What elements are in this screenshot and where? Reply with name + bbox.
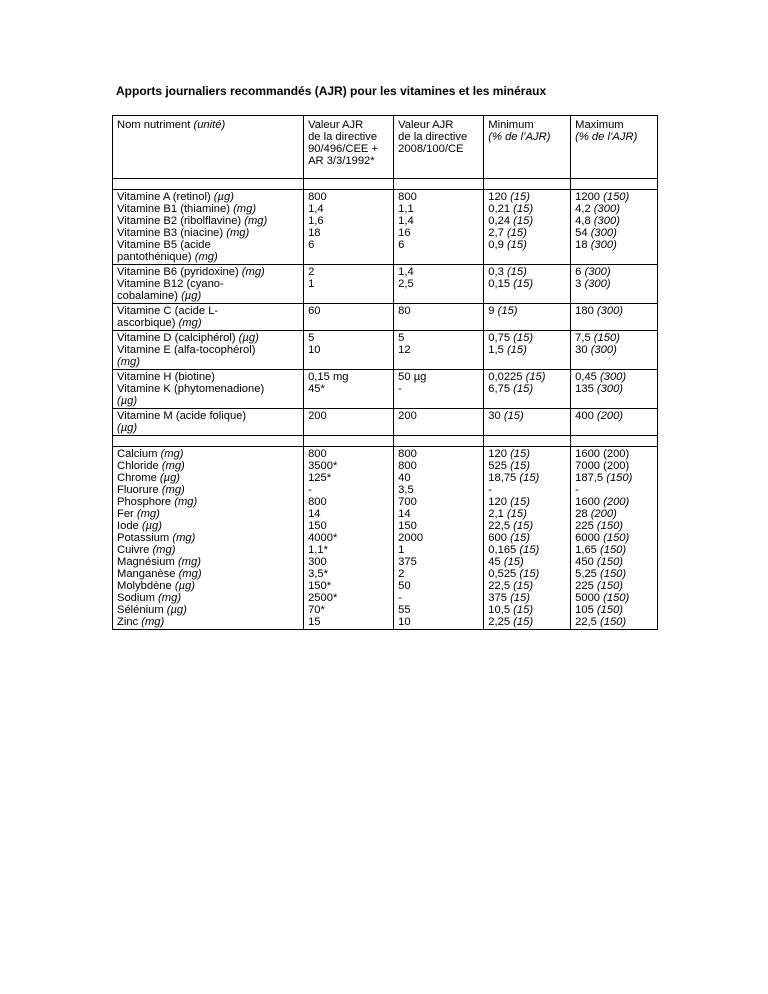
mineral-values-ajr-b (394, 447, 484, 630)
ajr-value: 40 (398, 472, 411, 484)
minimum-value: 2,1 (15) (488, 508, 527, 520)
minimum-value: 22,5 (15) (488, 580, 534, 592)
vitamin-names-h-k (113, 370, 304, 409)
ajr-value: 12 (398, 344, 411, 356)
ajr-value: 150* (308, 580, 332, 592)
maximum-value: 187,5 (150) (575, 472, 633, 484)
vitamin-values-max (571, 370, 658, 409)
ajr-value: 5 (398, 332, 405, 344)
document-title: Apports journaliers recommandés (AJR) pour les vitamines et les minéraux (116, 84, 547, 98)
ajr-value: 1,1* (308, 544, 328, 556)
minimum-value: 120 (15) (488, 448, 530, 460)
ajr-value: 6 (398, 239, 405, 251)
vitamin-values-ajr-a: 200 (304, 409, 394, 436)
nutrient-name: Vitamine A (retinol) (µg) (117, 191, 234, 203)
minimum-value: 0,9 (15) (488, 239, 527, 251)
nutrient-name: Calcium (mg) (117, 448, 184, 460)
maximum-value: 3 (300) (575, 278, 611, 290)
minimum-value: 0,75 (15) (488, 332, 534, 344)
minimum-value: 18,75 (15) (488, 472, 540, 484)
nutrient-name: (mg) (117, 356, 140, 368)
vitamin-names-m (113, 409, 304, 436)
nutrient-name: cobalamine) (µg) (117, 290, 202, 302)
maximum-value: 30 (300) (575, 344, 617, 356)
table-header-row (113, 116, 658, 179)
ajr-value: 150 (308, 520, 327, 532)
nutrient-name: pantothénique) (mg) (117, 251, 218, 263)
vitamin-values-max (571, 265, 658, 304)
vitamin-values-ajr-a: 60 (304, 304, 394, 331)
nutrient-name: Phosphore (mg) (117, 496, 198, 508)
maximum-value: - (575, 484, 579, 496)
table-row (113, 409, 658, 436)
vitamin-values-min (484, 190, 571, 265)
nutrient-name: Vitamine B5 (acide (117, 239, 211, 251)
ajr-value: 3500* (308, 460, 338, 472)
minimum-value: 120 (15) (488, 496, 530, 508)
ajr-value: 1,6 (308, 215, 324, 227)
ajr-value: 6 (308, 239, 315, 251)
ajr-value: 16 (398, 227, 411, 239)
minimum-value: 0,15 (15) (488, 278, 534, 290)
nutrient-name: (µg) (117, 395, 138, 407)
maximum-value: 1,65 (150) (575, 544, 627, 556)
table-row (113, 190, 658, 265)
ajr-value: 800 (398, 191, 417, 203)
ajr-value: 15 (308, 616, 321, 628)
minimum-value: 600 (15) (488, 532, 530, 544)
minimum-value: 0,165 (15) (488, 544, 540, 556)
vitamin-names-c (113, 304, 304, 331)
ajr-value: 2,5 (398, 278, 414, 290)
table-row (113, 447, 658, 630)
vitamin-values-ajr-a (304, 265, 394, 304)
header-maximum: Maximum (% de l’AJR) (571, 116, 658, 179)
header-ajr-2008-100: Valeur AJR de la directive 2008/100/CE (394, 116, 484, 179)
minimum-value: 45 (15) (488, 556, 524, 568)
maximum-value: 1600 (200) (575, 496, 630, 508)
maximum-value: 450 (150) (575, 556, 624, 568)
maximum-value: 225 (150) (575, 520, 624, 532)
vitamin-values-max (571, 331, 658, 370)
nutrient-name: Vitamine H (biotine) (117, 371, 216, 383)
ajr-value: 10 (308, 344, 321, 356)
ajr-value: - (398, 592, 402, 604)
ajr-value: - (308, 484, 312, 496)
nutrient-name: Sélénium (µg) (117, 604, 187, 616)
maximum-value: 6 (300) (575, 266, 611, 278)
vitamin-names-d-e (113, 331, 304, 370)
maximum-value: 5,25 (150) (575, 568, 627, 580)
vitamin-values-ajr-b: 200 (394, 409, 484, 436)
ajr-value: 1 (308, 278, 315, 290)
maximum-value: 135 (300) (575, 383, 624, 395)
maximum-value: 105 (150) (575, 604, 624, 616)
vitamin-values-max (571, 190, 658, 265)
vitamin-values-ajr-a (304, 190, 394, 265)
table-row (113, 370, 658, 409)
minimum-value: 0,21 (15) (488, 203, 534, 215)
minimum-value: 0,0225 (15) (488, 371, 546, 383)
nutrient-name: Vitamine D (calciphérol) (µg) (117, 332, 259, 344)
ajr-value: 800 (308, 191, 327, 203)
minimum-value: 0,24 (15) (488, 215, 534, 227)
vitamin-values-ajr-b (394, 370, 484, 409)
minimum-value: 22,5 (15) (488, 520, 534, 532)
header-ajr-90-496: Valeur AJR de la directive 90/496/CEE + AR 3/3/1992* (304, 116, 394, 179)
ajr-value: 45* (308, 383, 325, 395)
ajr-value: 800 (308, 496, 327, 508)
ajr-value: 10 (398, 616, 411, 628)
minimum-value: 0,3 (15) (488, 266, 527, 278)
ajr-value: 5 (308, 332, 315, 344)
nutrient-name: Molybdène (µg) (117, 580, 195, 592)
vitamin-names-b6-b12 (113, 265, 304, 304)
maximum-value: 22,5 (150) (575, 616, 627, 628)
ajr-value: 50 µg (398, 371, 427, 383)
nutrient-name: Fluorure (mg) (117, 484, 185, 496)
vitamin-values-min (484, 331, 571, 370)
nutrient-name: Chrome (µg) (117, 472, 181, 484)
table-row (113, 331, 658, 370)
minimum-value: 0,525 (15) (488, 568, 540, 580)
ajr-value: 800 (398, 448, 417, 460)
minimum-value: - (488, 484, 493, 496)
nutrient-name: Vitamine B6 (pyridoxine) (mg) (117, 266, 265, 278)
maximum-value: 18 (300) (575, 239, 617, 251)
maximum-value: 7000 (200) (575, 460, 630, 472)
ajr-value: 800 (398, 460, 417, 472)
ajr-value: 700 (398, 496, 417, 508)
ajr-value: 3,5 (398, 484, 414, 496)
ajr-value: 50 (398, 580, 411, 592)
vitamin-values-min (484, 370, 571, 409)
spacer-row (113, 436, 658, 447)
vitamin-values-min: 30 (15) (484, 409, 571, 436)
ajr-value: 150 (398, 520, 417, 532)
ajr-value: 3,5* (308, 568, 328, 580)
maximum-value: 54 (300) (575, 227, 617, 239)
maximum-value: 225 (150) (575, 580, 624, 592)
ajr-value: 0,15 mg (308, 371, 349, 383)
nutrient-name: Cuivre (mg) (117, 544, 176, 556)
nutrient-name: Zinc (mg) (117, 616, 165, 628)
minimum-value: 525 (15) (488, 460, 530, 472)
ajr-value: 1,1 (398, 203, 414, 215)
vitamin-values-max: 180 (300) (571, 304, 658, 331)
ajr-value: 1,4 (398, 266, 414, 278)
minimum-value: 2,7 (15) (488, 227, 527, 239)
minimum-value: 6,75 (15) (488, 383, 534, 395)
vitamin-values-min: 9 (15) (484, 304, 571, 331)
vitamin-values-min (484, 265, 571, 304)
maximum-value: 4,2 (300) (575, 203, 620, 215)
nutrient-name: Fer (mg) (117, 508, 160, 520)
header-nutrient-name: Nom nutriment (unité) (113, 116, 304, 179)
nutrient-name: Vitamine C (acide L- (117, 305, 219, 317)
maximum-value: 4,8 (300) (575, 215, 620, 227)
nutrient-name: Potassium (mg) (117, 532, 196, 544)
header-minimum: Minimum (% de l’AJR) (484, 116, 571, 179)
spacer-row (113, 179, 658, 190)
ajr-value: 2000 (398, 532, 424, 544)
nutrient-name: Vitamine M (acide folique) (117, 410, 247, 422)
vitamin-values-max: 400 (200) (571, 409, 658, 436)
minimum-value: 2,25 (15) (488, 616, 534, 628)
minimum-value: 1,5 (15) (488, 344, 527, 356)
nutrient-name: Vitamine K (phytomenadione) (117, 383, 265, 395)
nutrient-name: Vitamine B12 (cyano- (117, 278, 224, 290)
nutrient-name: ascorbique) (mg) (117, 317, 202, 329)
maximum-value: 7,5 (150) (575, 332, 620, 344)
ajr-value: 14 (398, 508, 411, 520)
nutrient-name: Vitamine B3 (niacine) (mg) (117, 227, 250, 239)
ajr-value: 55 (398, 604, 411, 616)
ajr-value: 375 (398, 556, 417, 568)
ajr-table (112, 115, 658, 630)
nutrient-name: Vitamine B2 (ribolflavine) (mg) (117, 215, 268, 227)
vitamin-values-ajr-a (304, 331, 394, 370)
maximum-value: 6000 (150) (575, 532, 630, 544)
maximum-value: 1600 (200) (575, 448, 630, 460)
nutrient-name: Manganèse (mg) (117, 568, 202, 580)
ajr-value: 300 (308, 556, 327, 568)
vitamin-values-ajr-b (394, 190, 484, 265)
ajr-value: 70* (308, 604, 325, 616)
table-row (113, 304, 658, 331)
minimum-value: 375 (15) (488, 592, 530, 604)
ajr-value: 125* (308, 472, 332, 484)
nutrient-name: Magnésium (mg) (117, 556, 201, 568)
ajr-value: 18 (308, 227, 321, 239)
nutrient-name: (µg) (117, 422, 138, 434)
ajr-value: 1,4 (398, 215, 414, 227)
mineral-values-min (484, 447, 571, 630)
vitamin-values-ajr-a (304, 370, 394, 409)
table-row (113, 265, 658, 304)
ajr-value: 2 (398, 568, 405, 580)
nutrient-name: Iode (µg) (117, 520, 163, 532)
vitamin-values-ajr-b: 80 (394, 304, 484, 331)
maximum-value: 0,45 (300) (575, 371, 627, 383)
ajr-value: 4000* (308, 532, 338, 544)
maximum-value: 5000 (150) (575, 592, 630, 604)
vitamin-names-a-b5 (113, 190, 304, 265)
nutrient-name: Chloride (mg) (117, 460, 185, 472)
minimum-value: 10,5 (15) (488, 604, 534, 616)
ajr-value: 1 (398, 544, 405, 556)
maximum-value: 28 (200) (575, 508, 617, 520)
ajr-value: 14 (308, 508, 321, 520)
vitamin-values-ajr-b (394, 331, 484, 370)
ajr-value: 2500* (308, 592, 338, 604)
nutrient-name: Sodium (mg) (117, 592, 182, 604)
mineral-values-ajr-a (304, 447, 394, 630)
mineral-names (113, 447, 304, 630)
ajr-value: 800 (308, 448, 327, 460)
maximum-value: 1200 (150) (575, 191, 630, 203)
nutrient-name: Vitamine E (alfa-tocophérol) (117, 344, 256, 356)
minimum-value: 120 (15) (488, 191, 530, 203)
nutrient-name: Vitamine B1 (thiamine) (mg) (117, 203, 257, 215)
mineral-values-max (571, 447, 658, 630)
ajr-value: 2 (308, 266, 315, 278)
ajr-value: - (398, 383, 402, 395)
vitamin-values-ajr-b (394, 265, 484, 304)
ajr-value: 1,4 (308, 203, 324, 215)
